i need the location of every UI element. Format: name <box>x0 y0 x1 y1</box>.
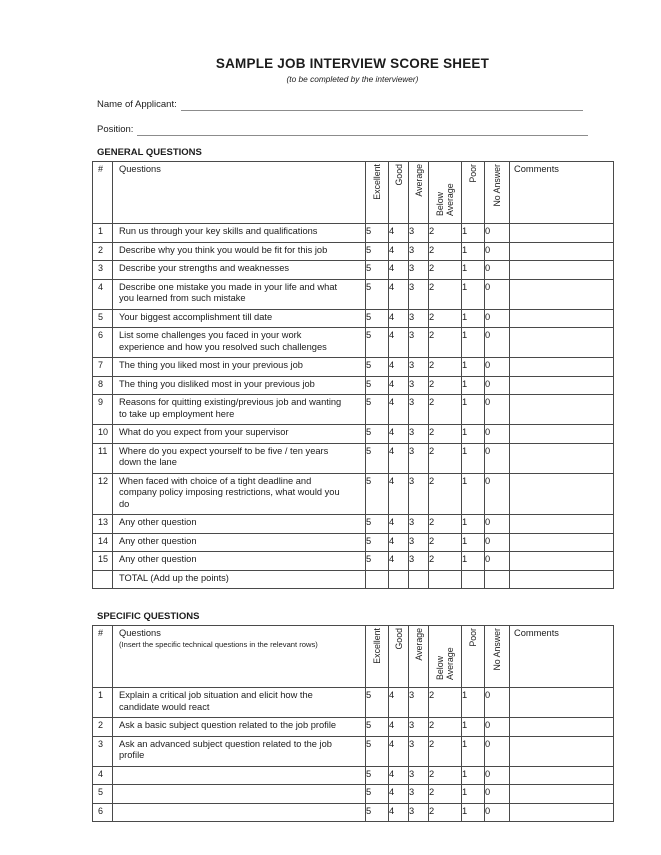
score-cell: 4 <box>389 473 409 515</box>
score-cell: 4 <box>389 309 409 328</box>
score-cell: 0 <box>485 533 510 552</box>
score-cell: 1 <box>462 718 485 737</box>
comments-column-header: Comments <box>510 626 614 688</box>
score-cell: 0 <box>485 552 510 571</box>
question-row <box>93 785 614 804</box>
score-cell: 0 <box>485 279 510 309</box>
total-score-cell <box>409 570 429 589</box>
score-cell: 1 <box>462 803 485 822</box>
question-text-cell: Where do you expect yourself to be five / ten years down the lane <box>113 443 366 473</box>
question-row <box>93 515 614 534</box>
question-row <box>93 718 614 737</box>
question-row <box>93 309 614 328</box>
score-cell: 2 <box>429 803 462 822</box>
applicant-name-fill-line <box>181 98 583 111</box>
rating-column-header-poor <box>462 162 485 224</box>
position-field-row <box>92 123 613 136</box>
comment-cell <box>510 261 614 280</box>
score-cell: 0 <box>485 261 510 280</box>
question-text-cell <box>113 803 366 822</box>
score-cell: 3 <box>409 785 429 804</box>
questions-column-header <box>113 626 366 688</box>
score-cell: 4 <box>389 736 409 766</box>
comment-cell <box>510 766 614 785</box>
question-text-cell: When faced with choice of a tight deadline and company policy imposing restrictions, what would you do <box>113 473 366 515</box>
score-cell: 5 <box>366 395 389 425</box>
total-score-cell <box>485 570 510 589</box>
applicant-name-field-row <box>92 98 613 111</box>
total-score-cell <box>462 570 485 589</box>
score-cell: 3 <box>409 515 429 534</box>
question-text-cell: What do you expect from your supervisor <box>113 425 366 444</box>
score-cell: 4 <box>389 533 409 552</box>
score-cell: 5 <box>366 376 389 395</box>
question-number-cell: 4 <box>93 279 113 309</box>
question-row <box>93 766 614 785</box>
question-number-cell: 9 <box>93 395 113 425</box>
document-subtitle: (to be completed by the interviewer) <box>286 74 419 84</box>
question-text-cell: Describe your strengths and weaknesses <box>113 261 366 280</box>
question-text-cell: Describe why you think you would be fit for this job <box>113 242 366 261</box>
comment-cell <box>510 242 614 261</box>
total-score-cell <box>366 570 389 589</box>
questions-column-note: (Insert the specific technical questions in the relevant rows) <box>119 640 318 649</box>
score-cell: 4 <box>389 766 409 785</box>
question-number-cell: 2 <box>93 242 113 261</box>
comment-cell <box>510 358 614 377</box>
score-cell: 2 <box>429 224 462 243</box>
score-cell: 3 <box>409 309 429 328</box>
comment-cell <box>510 328 614 358</box>
score-cell: 0 <box>485 395 510 425</box>
general-header-row <box>93 162 614 224</box>
comment-cell <box>510 395 614 425</box>
score-cell: 3 <box>409 279 429 309</box>
document-title: SAMPLE JOB INTERVIEW SCORE SHEET <box>215 56 490 71</box>
question-row <box>93 688 614 718</box>
score-cell: 3 <box>409 736 429 766</box>
score-cell: 5 <box>366 224 389 243</box>
rating-column-label: Poor <box>468 628 478 647</box>
score-cell: 1 <box>462 688 485 718</box>
rating-column-header-poor <box>462 626 485 688</box>
score-cell: 1 <box>462 261 485 280</box>
question-number-cell: 4 <box>93 766 113 785</box>
score-cell: 3 <box>409 242 429 261</box>
score-cell: 0 <box>485 736 510 766</box>
total-number-cell <box>93 570 113 589</box>
score-cell: 5 <box>366 358 389 377</box>
score-cell: 5 <box>366 785 389 804</box>
comment-cell <box>510 279 614 309</box>
score-cell: 4 <box>389 224 409 243</box>
question-row <box>93 279 614 309</box>
score-cell: 2 <box>429 279 462 309</box>
question-number-cell: 6 <box>93 803 113 822</box>
comment-cell <box>510 803 614 822</box>
score-cell: 2 <box>429 443 462 473</box>
score-cell: 2 <box>429 242 462 261</box>
score-cell: 5 <box>366 766 389 785</box>
comment-cell <box>510 718 614 737</box>
question-row <box>93 443 614 473</box>
number-column-header: # <box>93 626 113 688</box>
score-cell: 3 <box>409 718 429 737</box>
question-number-cell: 6 <box>93 328 113 358</box>
score-cell: 4 <box>389 328 409 358</box>
rating-column-label: Average <box>413 164 424 197</box>
score-cell: 2 <box>429 688 462 718</box>
question-text-cell: Any other question <box>113 515 366 534</box>
question-number-cell: 7 <box>93 358 113 377</box>
question-number-cell: 3 <box>93 261 113 280</box>
questions-column-label: Questions <box>119 628 161 638</box>
score-cell: 5 <box>366 242 389 261</box>
comment-cell <box>510 473 614 515</box>
comment-cell <box>510 224 614 243</box>
score-cell: 3 <box>409 328 429 358</box>
score-cell: 5 <box>366 533 389 552</box>
score-cell: 0 <box>485 688 510 718</box>
score-cell: 4 <box>389 279 409 309</box>
score-cell: 3 <box>409 358 429 377</box>
specific-questions-table <box>92 625 614 822</box>
score-cell: 4 <box>389 785 409 804</box>
question-number-cell: 8 <box>93 376 113 395</box>
score-cell: 4 <box>389 395 409 425</box>
question-row <box>93 736 614 766</box>
score-cell: 1 <box>462 224 485 243</box>
question-row <box>93 552 614 571</box>
score-cell: 2 <box>429 358 462 377</box>
rating-column-header-excellent <box>366 162 389 224</box>
rating-column-label: Good <box>393 164 404 186</box>
rating-column-label: Below Average <box>435 183 455 216</box>
rating-column-label: Good <box>393 628 404 650</box>
rating-column-header-average <box>409 162 429 224</box>
question-text-cell: Any other question <box>113 552 366 571</box>
score-cell: 0 <box>485 358 510 377</box>
rating-column-label: Average <box>413 628 424 661</box>
question-text-cell: Reasons for quitting existing/previous job and wanting to take up employment here <box>113 395 366 425</box>
question-number-cell: 3 <box>93 736 113 766</box>
question-number-cell: 1 <box>93 224 113 243</box>
rating-column-label: Poor <box>468 164 478 183</box>
specific-header-row <box>93 626 614 688</box>
score-cell: 0 <box>485 224 510 243</box>
score-cell: 3 <box>409 443 429 473</box>
score-cell: 3 <box>409 395 429 425</box>
score-cell: 5 <box>366 443 389 473</box>
score-cell: 2 <box>429 328 462 358</box>
score-cell: 3 <box>409 533 429 552</box>
score-cell: 1 <box>462 443 485 473</box>
question-text-cell: Ask a basic subject question related to the job profile <box>113 718 366 737</box>
question-number-cell: 14 <box>93 533 113 552</box>
number-column-header: # <box>93 162 113 224</box>
score-cell: 4 <box>389 515 409 534</box>
rating-column-header-below-average <box>429 162 462 224</box>
score-cell: 1 <box>462 785 485 804</box>
question-number-cell: 15 <box>93 552 113 571</box>
score-cell: 4 <box>389 261 409 280</box>
score-cell: 0 <box>485 766 510 785</box>
score-cell: 2 <box>429 395 462 425</box>
question-text-cell: The thing you liked most in your previous job <box>113 358 366 377</box>
question-row <box>93 261 614 280</box>
total-score-cell <box>389 570 409 589</box>
score-cell: 4 <box>389 803 409 822</box>
comments-column-header: Comments <box>510 162 614 224</box>
question-number-cell: 12 <box>93 473 113 515</box>
score-cell: 3 <box>409 473 429 515</box>
score-cell: 5 <box>366 515 389 534</box>
total-score-cell <box>429 570 462 589</box>
score-cell: 1 <box>462 358 485 377</box>
comment-cell <box>510 309 614 328</box>
score-cell: 4 <box>389 443 409 473</box>
question-text-cell <box>113 766 366 785</box>
score-cell: 1 <box>462 242 485 261</box>
score-cell: 4 <box>389 425 409 444</box>
score-cell: 4 <box>389 358 409 377</box>
score-cell: 4 <box>389 718 409 737</box>
score-cell: 5 <box>366 736 389 766</box>
score-cell: 2 <box>429 533 462 552</box>
score-cell: 1 <box>462 736 485 766</box>
rating-column-header-excellent <box>366 626 389 688</box>
question-row <box>93 224 614 243</box>
question-text-cell: Run us through your key skills and qualifications <box>113 224 366 243</box>
rating-column-label: Excellent <box>372 628 382 664</box>
rating-column-header-no-answer <box>485 626 510 688</box>
score-cell: 5 <box>366 328 389 358</box>
score-cell: 1 <box>462 425 485 444</box>
score-cell: 0 <box>485 803 510 822</box>
score-cell: 1 <box>462 309 485 328</box>
score-cell: 5 <box>366 425 389 444</box>
questions-column-header <box>113 162 366 224</box>
score-cell: 2 <box>429 425 462 444</box>
questions-column-label: Questions <box>119 164 161 174</box>
question-text-cell: Explain a critical job situation and elicit how the candidate would react <box>113 688 366 718</box>
score-cell: 5 <box>366 473 389 515</box>
position-fill-line <box>137 123 588 136</box>
score-cell: 5 <box>366 688 389 718</box>
score-cell: 0 <box>485 785 510 804</box>
score-cell: 0 <box>485 242 510 261</box>
question-number-cell: 1 <box>93 688 113 718</box>
general-questions-heading: GENERAL QUESTIONS <box>97 147 202 158</box>
position-label: Position: <box>97 124 134 135</box>
score-cell: 2 <box>429 736 462 766</box>
score-cell: 2 <box>429 376 462 395</box>
score-cell: 0 <box>485 443 510 473</box>
comment-cell <box>510 376 614 395</box>
question-row <box>93 358 614 377</box>
question-number-cell: 10 <box>93 425 113 444</box>
score-cell: 3 <box>409 425 429 444</box>
comment-cell <box>510 552 614 571</box>
score-cell: 0 <box>485 718 510 737</box>
score-cell: 4 <box>389 376 409 395</box>
score-cell: 1 <box>462 552 485 571</box>
question-row <box>93 395 614 425</box>
question-row <box>93 328 614 358</box>
applicant-name-label: Name of Applicant: <box>97 99 177 110</box>
rating-column-label: Excellent <box>372 164 382 200</box>
question-number-cell: 13 <box>93 515 113 534</box>
score-cell: 5 <box>366 261 389 280</box>
rating-column-label: No Answer <box>492 164 502 207</box>
score-cell: 1 <box>462 766 485 785</box>
score-cell: 2 <box>429 552 462 571</box>
question-text-cell: Ask an advanced subject question related to the job profile <box>113 736 366 766</box>
score-cell: 1 <box>462 279 485 309</box>
score-cell: 4 <box>389 688 409 718</box>
general-questions-table <box>92 161 614 589</box>
score-cell: 4 <box>389 242 409 261</box>
score-cell: 2 <box>429 785 462 804</box>
score-cell: 0 <box>485 425 510 444</box>
question-text-cell: Your biggest accomplishment till date <box>113 309 366 328</box>
score-cell: 3 <box>409 766 429 785</box>
comment-cell <box>510 570 614 589</box>
score-cell: 2 <box>429 309 462 328</box>
score-cell: 1 <box>462 473 485 515</box>
score-cell: 5 <box>366 279 389 309</box>
question-text-cell: List some challenges you faced in your work experience and how you resolved such challenges <box>113 328 366 358</box>
question-row <box>93 473 614 515</box>
score-cell: 2 <box>429 515 462 534</box>
question-number-cell: 11 <box>93 443 113 473</box>
score-cell: 3 <box>409 552 429 571</box>
score-cell: 1 <box>462 515 485 534</box>
question-text-cell: Any other question <box>113 533 366 552</box>
score-cell: 3 <box>409 688 429 718</box>
question-row <box>93 803 614 822</box>
comment-cell <box>510 515 614 534</box>
score-cell: 5 <box>366 552 389 571</box>
score-cell: 1 <box>462 533 485 552</box>
specific-questions-heading: SPECIFIC QUESTIONS <box>97 611 200 622</box>
total-row <box>93 570 614 589</box>
score-cell: 2 <box>429 473 462 515</box>
score-cell: 0 <box>485 328 510 358</box>
score-cell: 2 <box>429 261 462 280</box>
document-page <box>92 0 613 822</box>
score-cell: 5 <box>366 718 389 737</box>
score-cell: 5 <box>366 803 389 822</box>
score-cell: 2 <box>429 718 462 737</box>
score-cell: 3 <box>409 803 429 822</box>
question-text-cell: The thing you disliked most in your previous job <box>113 376 366 395</box>
question-row <box>93 533 614 552</box>
question-row <box>93 242 614 261</box>
question-number-cell: 5 <box>93 785 113 804</box>
rating-column-label: No Answer <box>492 628 502 671</box>
score-cell: 0 <box>485 473 510 515</box>
rating-column-header-good <box>389 626 409 688</box>
rating-column-label: Below Average <box>435 647 455 680</box>
score-cell: 0 <box>485 376 510 395</box>
score-cell: 3 <box>409 261 429 280</box>
comment-cell <box>510 443 614 473</box>
score-cell: 0 <box>485 309 510 328</box>
comment-cell <box>510 688 614 718</box>
question-number-cell: 5 <box>93 309 113 328</box>
score-cell: 3 <box>409 224 429 243</box>
question-number-cell: 2 <box>93 718 113 737</box>
score-cell: 5 <box>366 309 389 328</box>
question-text-cell: Describe one mistake you made in your life and what you learned from such mistake <box>113 279 366 309</box>
score-cell: 1 <box>462 395 485 425</box>
comment-cell <box>510 785 614 804</box>
rating-column-header-good <box>389 162 409 224</box>
rating-column-header-below-average <box>429 626 462 688</box>
question-row <box>93 376 614 395</box>
score-cell: 1 <box>462 328 485 358</box>
comment-cell <box>510 533 614 552</box>
score-cell: 0 <box>485 515 510 534</box>
comment-cell <box>510 425 614 444</box>
rating-column-header-no-answer <box>485 162 510 224</box>
question-row <box>93 425 614 444</box>
score-cell: 1 <box>462 376 485 395</box>
question-text-cell <box>113 785 366 804</box>
comment-cell <box>510 736 614 766</box>
score-cell: 3 <box>409 376 429 395</box>
score-cell: 4 <box>389 552 409 571</box>
rating-column-header-average <box>409 626 429 688</box>
score-cell: 2 <box>429 766 462 785</box>
total-label-cell: TOTAL (Add up the points) <box>113 570 366 589</box>
